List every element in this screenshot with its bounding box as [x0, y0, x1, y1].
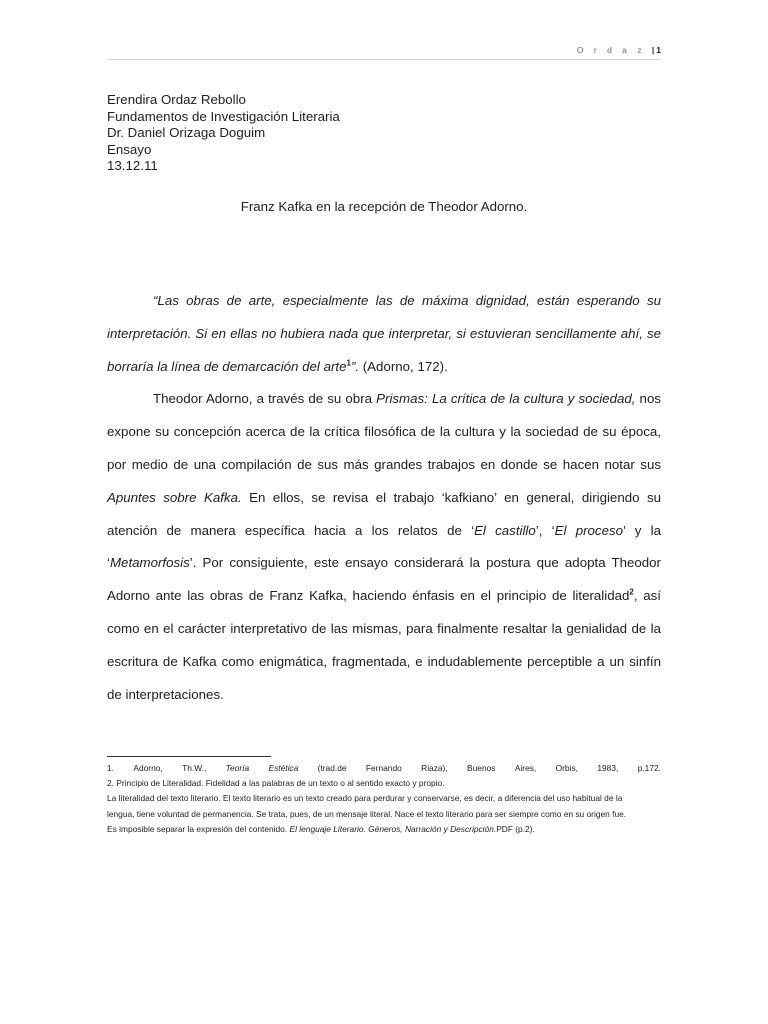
- header-separator: |: [651, 45, 655, 55]
- footnote-1-word: p.172.: [637, 763, 661, 773]
- footnote-1-word: (trad.de: [317, 763, 347, 773]
- footnote-1-word: Teoría: [225, 763, 250, 773]
- footnote-line: La literalidad del texto literario. El texto literario es un texto creado para perdurar y conservarse, es decir, a diferencia del uso habitual de la: [107, 793, 623, 804]
- footnote-1-word: Buenos: [467, 763, 496, 773]
- footnote-1: [107, 761, 661, 776]
- footnote-line: [107, 822, 661, 837]
- paragraph-text: ’, ‘: [535, 522, 555, 538]
- footnote-ref-2[interactable]: 2: [629, 587, 634, 597]
- work-title-metamorfosis: Metamorfosis: [109, 555, 190, 571]
- essay-body: [107, 285, 661, 711]
- footnote-1-word: Aires,: [514, 763, 537, 773]
- professor-name: Dr. Daniel Orizaga Doguim: [107, 125, 266, 140]
- work-title-proceso: El proceso: [554, 522, 624, 538]
- footnote-source-title: El lenguaje Literario. Géneros, Narración y Descripción.: [289, 823, 497, 834]
- footnote-1-word: Adorno,: [133, 763, 163, 773]
- document-date: 13.12.11: [107, 158, 158, 173]
- footnotes: [107, 761, 661, 837]
- book-title-prismas: Prismas: La crítica de la cultura y sociedad,: [376, 391, 636, 407]
- footnote-1-word: Riaza),: [421, 763, 448, 773]
- footnote-2-continuation: [107, 791, 661, 837]
- footnote-ref-1[interactable]: 1: [346, 358, 351, 368]
- paragraph-text: ’ y la ‘: [107, 522, 661, 571]
- footnote-1-word: Th.W.,: [182, 763, 207, 773]
- footnote-1-word: Estética: [268, 763, 299, 773]
- footnote-1-word: Orbis,: [555, 763, 578, 773]
- quote-citation: (Adorno, 172).: [359, 358, 448, 374]
- opening-quote-paragraph: [107, 285, 661, 383]
- course-name: Fundamentos de Investigación Literaria: [107, 108, 340, 124]
- paragraph-text: ’. Por consiguiente, este ensayo considerará la postura que adopta Theodor Adorno ante las obras de Franz Kafka, haciendo énfasis en el principio de literalidad: [107, 555, 661, 604]
- book-title-apuntes: Apuntes sobre Kafka.: [107, 489, 242, 505]
- paragraph-text: En ellos, se revisa el trabajo ‘kafkiano’ en general, dirigiendo su atención de manera específica hacia a los relatos de ‘: [107, 489, 662, 538]
- header-rule: [107, 59, 661, 60]
- author-block: [107, 92, 340, 175]
- footnote-text: Es imposible separar la expresión del contenido.: [107, 823, 290, 834]
- paragraph-text: Theodor Adorno, a través de su obra: [153, 391, 377, 407]
- main-paragraph: [107, 383, 661, 711]
- quote-close: ”.: [350, 358, 360, 374]
- footnote-2: 2. Principio de Literalidad. Fidelidad a las palabras de un texto o al sentido exacto y propio.: [107, 778, 445, 789]
- document-type: Ensayo: [107, 141, 152, 157]
- header-page-number: 1: [656, 45, 661, 55]
- header-running-title: O r d a z: [576, 45, 646, 55]
- footnote-1-word: 1983,: [597, 763, 619, 773]
- paragraph-text: , así como en el carácter interpretativo de las mismas, para finalmente resaltar la genialidad de la escritura de Kafka como enigmática, fragmentada, e indudablemente perceptible a un sinfín de interpretaciones.: [107, 588, 662, 702]
- essay-title: Franz Kafka en la recepción de Theodor Adorno.: [240, 199, 528, 214]
- footnote-line: lengua, tiene voluntad de permanencia. Se trata, pues, de un mensaje literal. Nace el texto literario para ser siempre como en su origen fue.: [107, 808, 627, 819]
- quote-text: “Las obras de arte, especialmente las de máxima dignidad, están esperando su interpretación. Si en ellas no hubiera nada que interpretar, si estuvieran sencillamente ahí, se borraría la línea de demarcación del arte: [107, 293, 661, 374]
- work-title-castillo: El castillo: [474, 522, 536, 538]
- footnote-1-word: 1.: [107, 763, 114, 773]
- footnote-1-word: Fernando: [365, 763, 402, 773]
- paragraph-text: nos expone su concepción acerca de la crítica filosófica de la cultura y la sociedad de su época, por medio de una compilación de sus más grandes trabajos en donde se hacen notar sus: [107, 391, 661, 472]
- author-name: Erendira Ordaz Rebollo: [107, 92, 246, 107]
- footnote-text: PDF (p.2).: [496, 823, 535, 834]
- footnote-separator: [107, 756, 271, 757]
- running-header: [577, 45, 661, 55]
